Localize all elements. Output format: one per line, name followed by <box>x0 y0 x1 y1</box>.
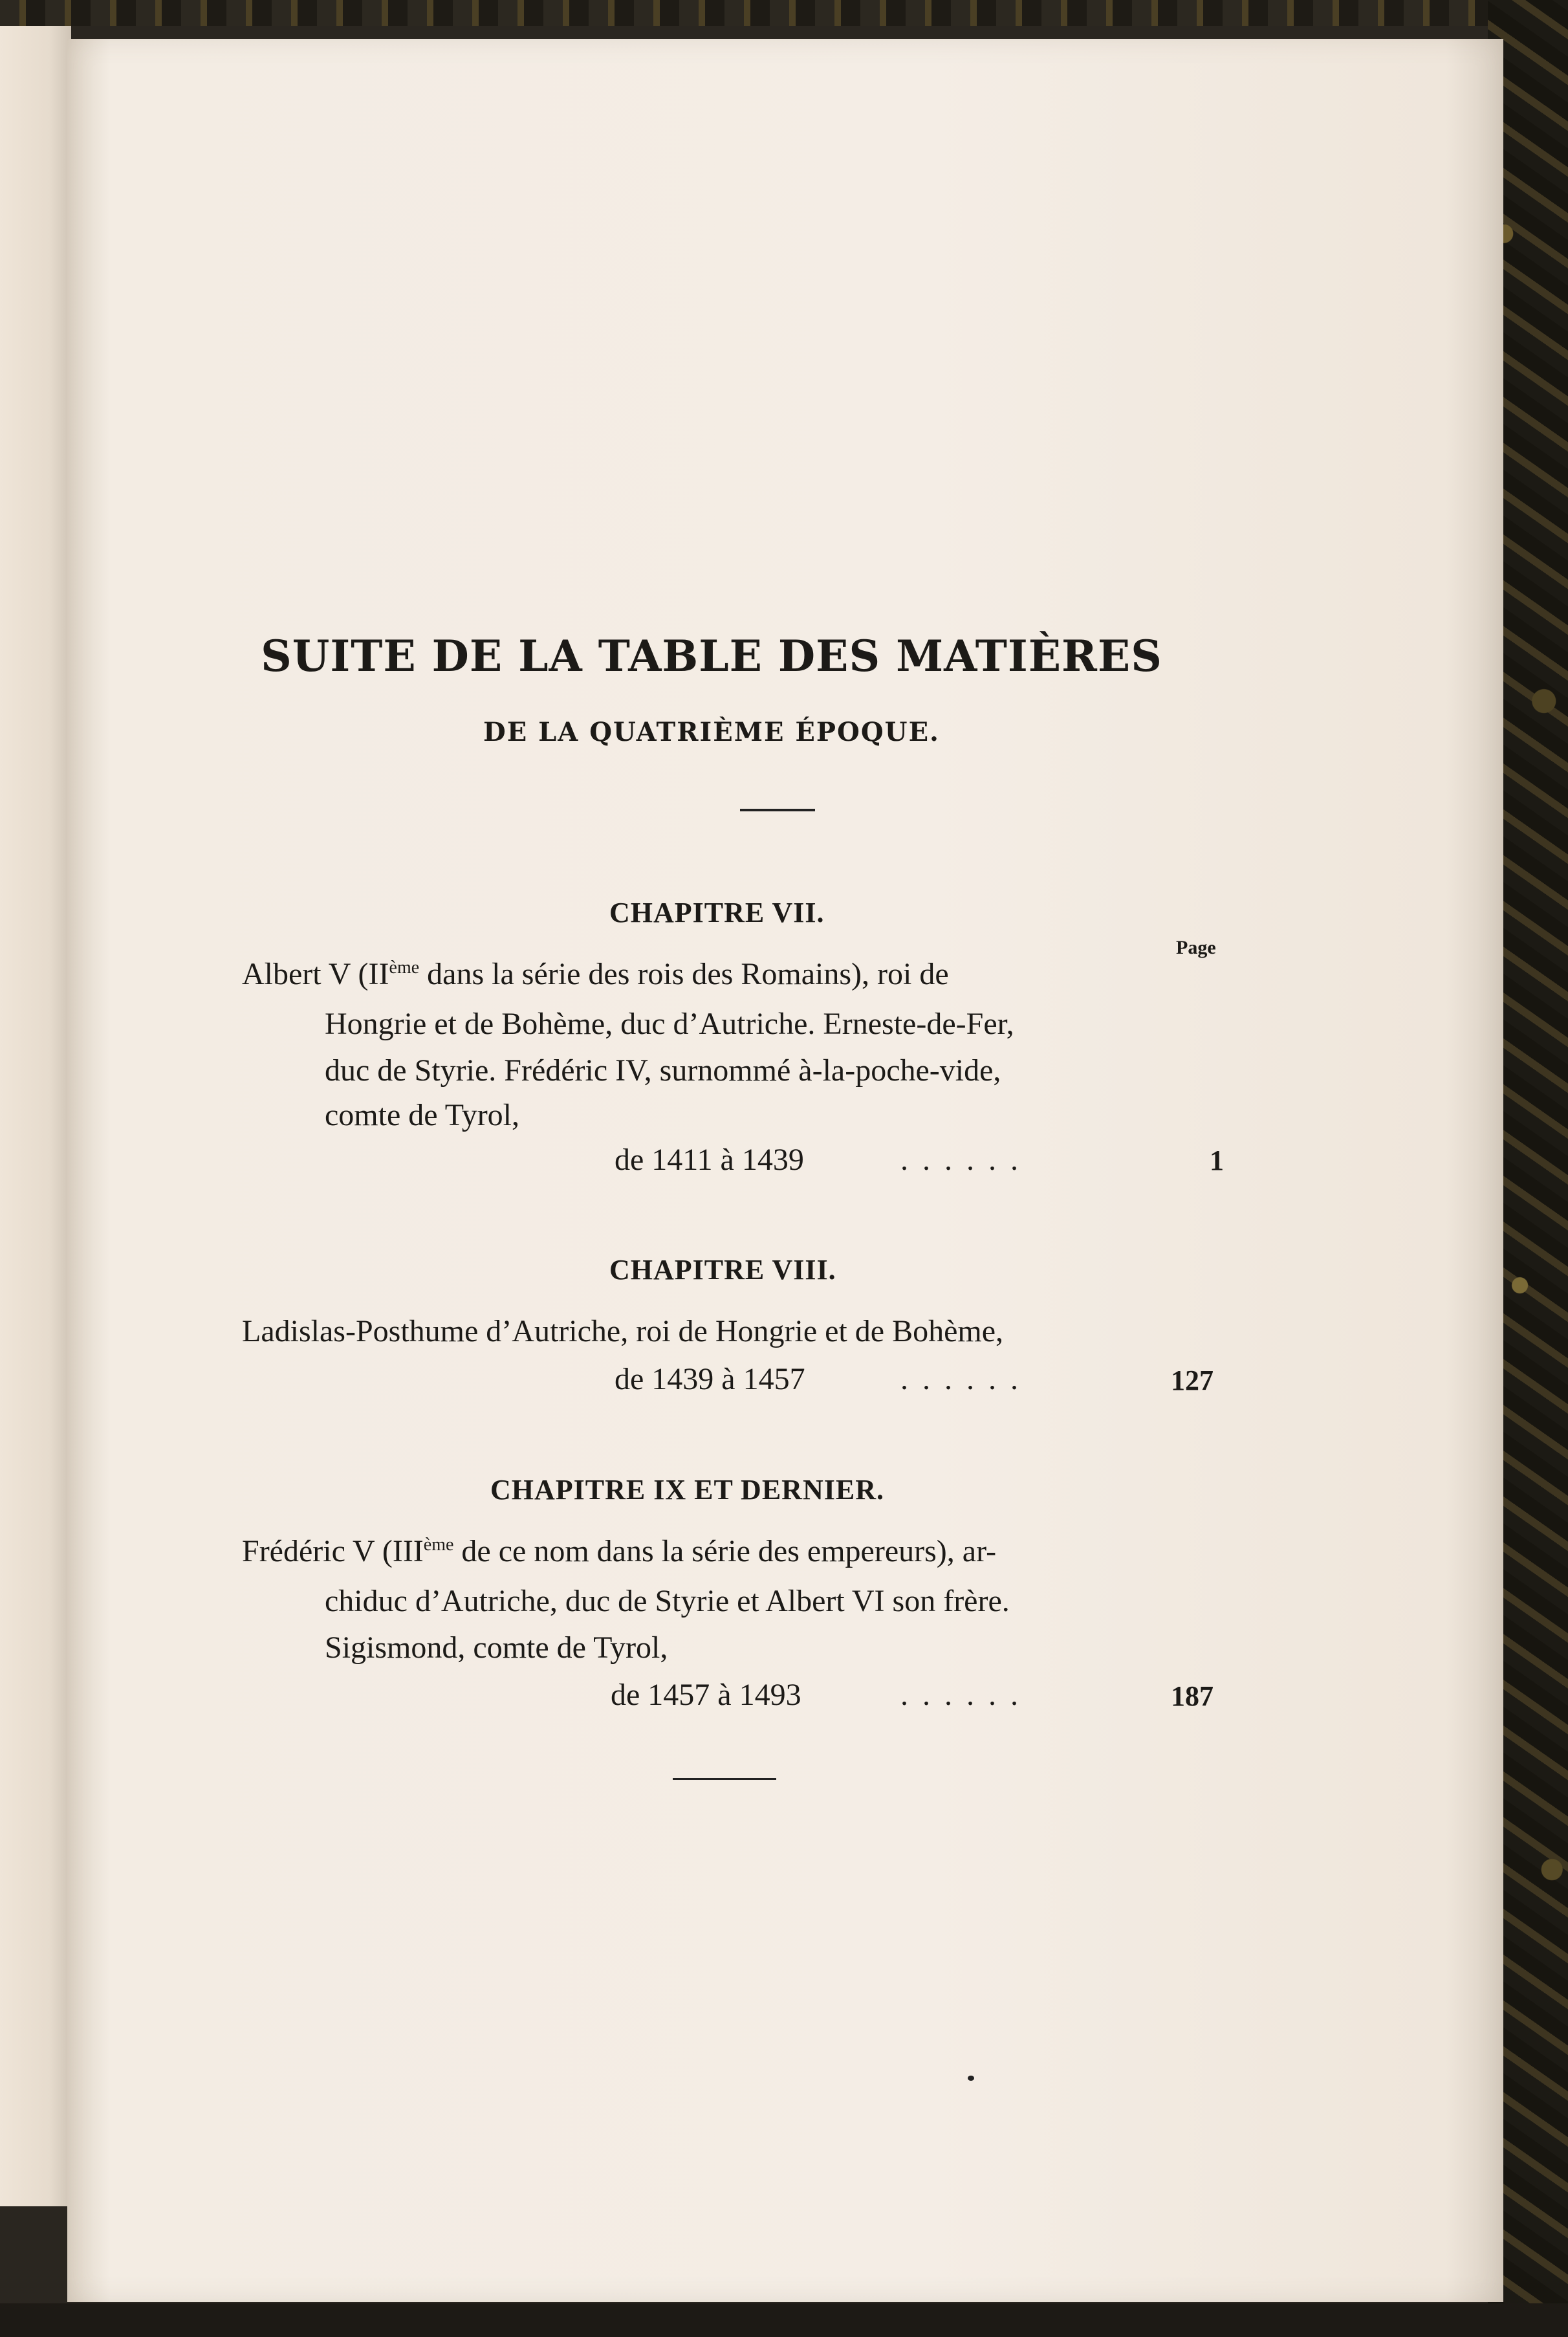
chapter-7-line-1: Albert V (IIème dans la série des rois des Romains), roi de <box>242 957 949 991</box>
chapter-7-dates: de 1411 à 1439 <box>615 1143 804 1177</box>
chapter-9-heading: CHAPITRE IX ET DERNIER. <box>490 1474 884 1506</box>
chapter-8-page-number: 127 <box>1171 1365 1214 1396</box>
page-subtitle: DE LA QUATRIÈME ÉPOQUE. <box>483 717 940 747</box>
chapter-9-line-2: chiduc d’Autriche, duc de Styrie et Albert VI son frère. <box>325 1584 1010 1618</box>
chapter-8-dates: de 1439 à 1457 <box>615 1362 805 1396</box>
chapter-9-dates: de 1457 à 1493 <box>611 1678 801 1712</box>
chapter-7-leader-dots: ...... <box>900 1143 1032 1177</box>
ink-dot <box>968 2076 974 2081</box>
chapter-8-line-1: Ladislas-Posthume d’Autriche, roi de Hongrie et de Bohème, <box>242 1314 1004 1348</box>
chapter-7-line-3: duc de Styrie. Frédéric IV, surnommé à-la-poche-vide, <box>325 1053 1001 1088</box>
chapter-8-heading: CHAPITRE VIII. <box>609 1254 836 1286</box>
chapter-7-line-4: comte de Tyrol, <box>325 1098 520 1132</box>
page-title: SUITE DE LA TABLE DES MATIÈRES <box>261 631 1162 681</box>
chapter-9-line-3: Sigismond, comte de Tyrol, <box>325 1630 668 1665</box>
chapter-7-line-2: Hongrie et de Bohème, duc d’Autriche. Erneste-de-Fer, <box>325 1007 1014 1041</box>
chapter-9-leader-dots: ...... <box>900 1678 1032 1712</box>
chapter-8-leader-dots: ...... <box>900 1362 1032 1396</box>
chapter-7-page-number: 1 <box>1210 1145 1224 1176</box>
page-column-label: Page <box>1176 937 1216 958</box>
chapter-7-heading: CHAPITRE VII. <box>609 897 825 928</box>
title-rule <box>740 809 815 811</box>
chapter-9-line-1: Frédéric V (IIIème de ce nom dans la série des empereurs), ar- <box>242 1534 997 1568</box>
closing-rule <box>673 1778 776 1780</box>
chapter-9-page-number: 187 <box>1171 1680 1214 1712</box>
